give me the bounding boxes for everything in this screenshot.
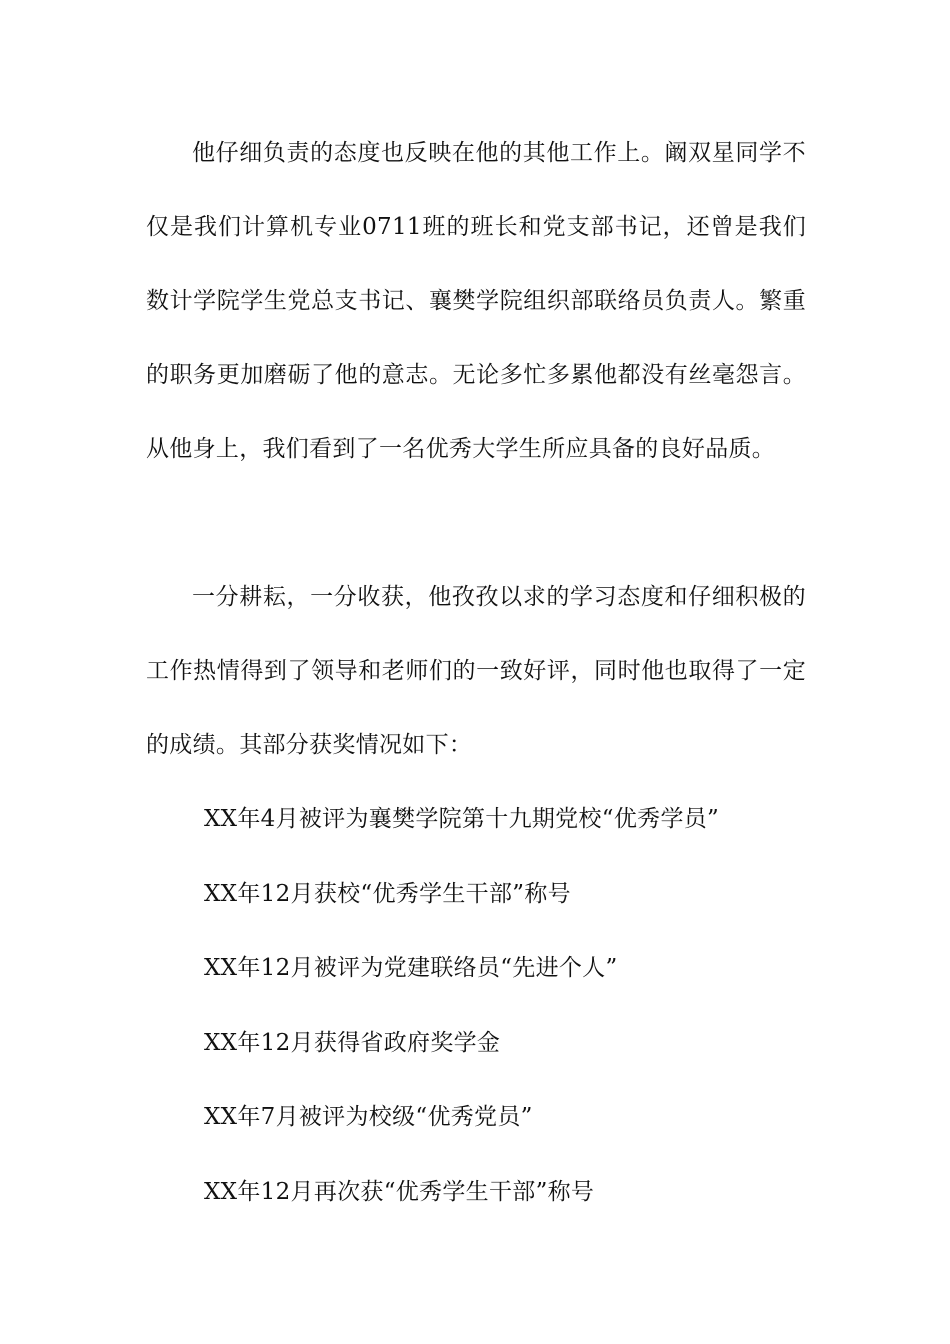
body-paragraph-achievements-intro: 一分耕耘，一分收获，他孜孜以求的学习态度和仔细积极的工作热情得到了领导和老师们的一致好评，同时他也取得了一定的成绩。其部分获奖情况如下： (146, 584, 806, 758)
award-item: XX年12月获校“优秀学生干部”称号 (204, 880, 571, 907)
award-item: XX年4月被评为襄樊学院第十九期党校“优秀学员” (204, 806, 720, 832)
award-item: XX年12月再次获“优秀学生干部”称号 (204, 1178, 595, 1205)
award-item: XX年12月被评为党建联络员“先进个人” (204, 955, 618, 981)
award-item: XX年7月被评为校级“优秀党员” (204, 1104, 533, 1130)
award-item: XX年12月获得省政府奖学金 (204, 1029, 501, 1056)
body-paragraph-work-attitude: 他仔细负责的态度也反映在他的其他工作上。阚双星同学不仅是我们计算机专业0711班的班长和党支部书记，还曾是我们数计学院学生党总支书记、襄樊学院组织部联络员负责人。繁重的职务更加磨砺了他的意志。无论多忙多累他都没有丝毫怨言。从他身上，我们看到了一名优秀大学生所应具备的良好品质。 (146, 140, 806, 462)
awards-list (204, 782, 824, 1229)
